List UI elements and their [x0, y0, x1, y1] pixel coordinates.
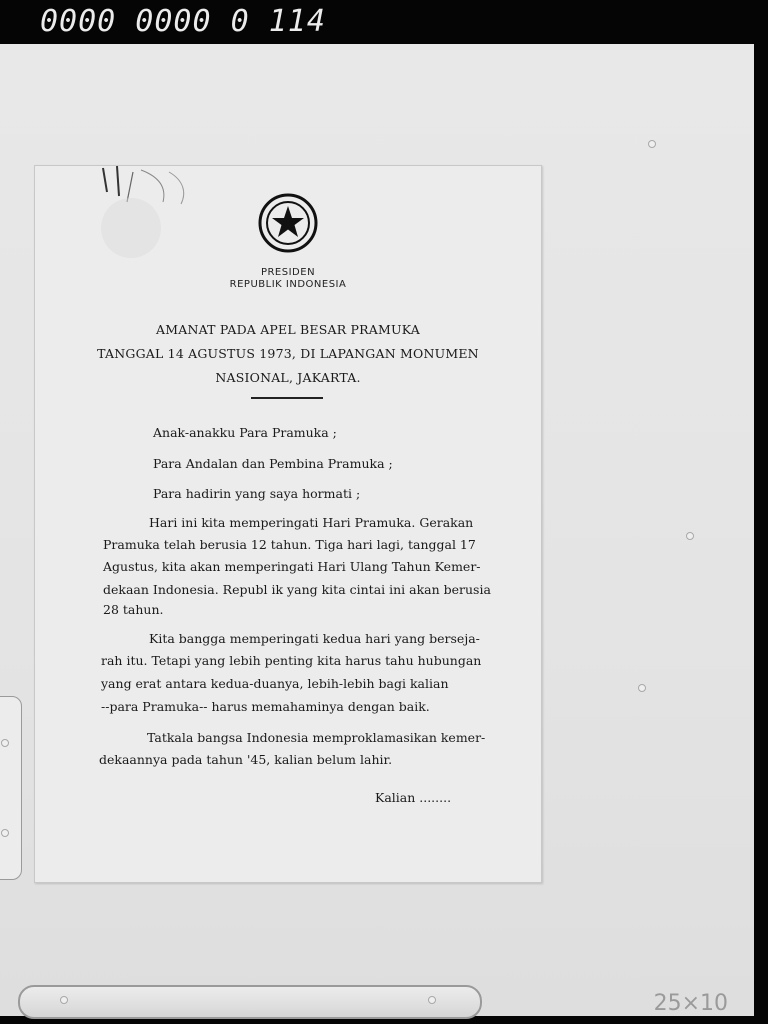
letterhead-line-2: REPUBLIK INDONESIA — [229, 279, 347, 290]
film-frame-number: 0000 0000 0 114 — [40, 4, 326, 39]
paragraph-line: Hari ini kita memperingati Hari Pramuka. Gerakan — [149, 515, 474, 530]
title-line: AMANAT PADA APEL BESAR PRAMUKA — [156, 322, 420, 337]
handwriting-smudge — [97, 166, 217, 266]
paragraph-line: 28 tahun. — [103, 602, 164, 617]
side-clip — [0, 696, 22, 880]
title-line: TANGGAL 14 AGUSTUS 1973, DI LAPANGAN MONUMEN — [97, 346, 479, 361]
clip-hole — [1, 739, 9, 747]
document-page — [34, 165, 542, 883]
board-hole — [638, 684, 646, 692]
paragraph-line: Agustus, kita akan memperingati Hari Ulang Tahun Kemer- — [103, 559, 481, 574]
magnification-label: 25×10 — [653, 991, 728, 1016]
paragraph-line: rah itu. Tetapi yang lebih penting kita harus tahu hubungan — [101, 653, 482, 668]
paragraph-line: Tatkala bangsa Indonesia memproklamasikan kemer- — [147, 730, 486, 745]
board-hole — [648, 140, 656, 148]
salutation-line: Para hadirin yang saya hormati ; — [153, 486, 361, 501]
board-hole — [686, 532, 694, 540]
paragraph-line: dekaan Indonesia. Republ ik yang kita cintai ini akan berusia — [103, 582, 491, 597]
clip-hole — [1, 829, 9, 837]
title-underline — [251, 397, 323, 399]
bottom-holder-bar — [18, 985, 482, 1019]
paragraph-line: --para Pramuka-- harus memahaminya dengan baik. — [101, 699, 430, 714]
paragraph-line: dekaannya pada tahun '45, kalian belum lahir. — [99, 752, 393, 767]
presidential-seal-icon — [257, 192, 319, 254]
salutation-line: Anak-anakku Para Pramuka ; — [153, 425, 337, 440]
continuation-catchword: Kalian ........ — [375, 790, 452, 805]
paragraph-line: yang erat antara kedua-duanya, lebih-lebih bagi kalian — [101, 676, 449, 691]
bar-hole — [60, 996, 68, 1004]
paragraph-line: Pramuka telah berusia 12 tahun. Tiga hari lagi, tanggal 17 — [103, 537, 476, 552]
paragraph-line: Kita bangga memperingati kedua hari yang berseja- — [149, 631, 480, 646]
bar-hole — [428, 996, 436, 1004]
title-line: NASIONAL, JAKARTA. — [215, 370, 361, 385]
letterhead-line-1: PRESIDEN — [260, 267, 316, 278]
salutation-line: Para Andalan dan Pembina Pramuka ; — [153, 456, 393, 471]
